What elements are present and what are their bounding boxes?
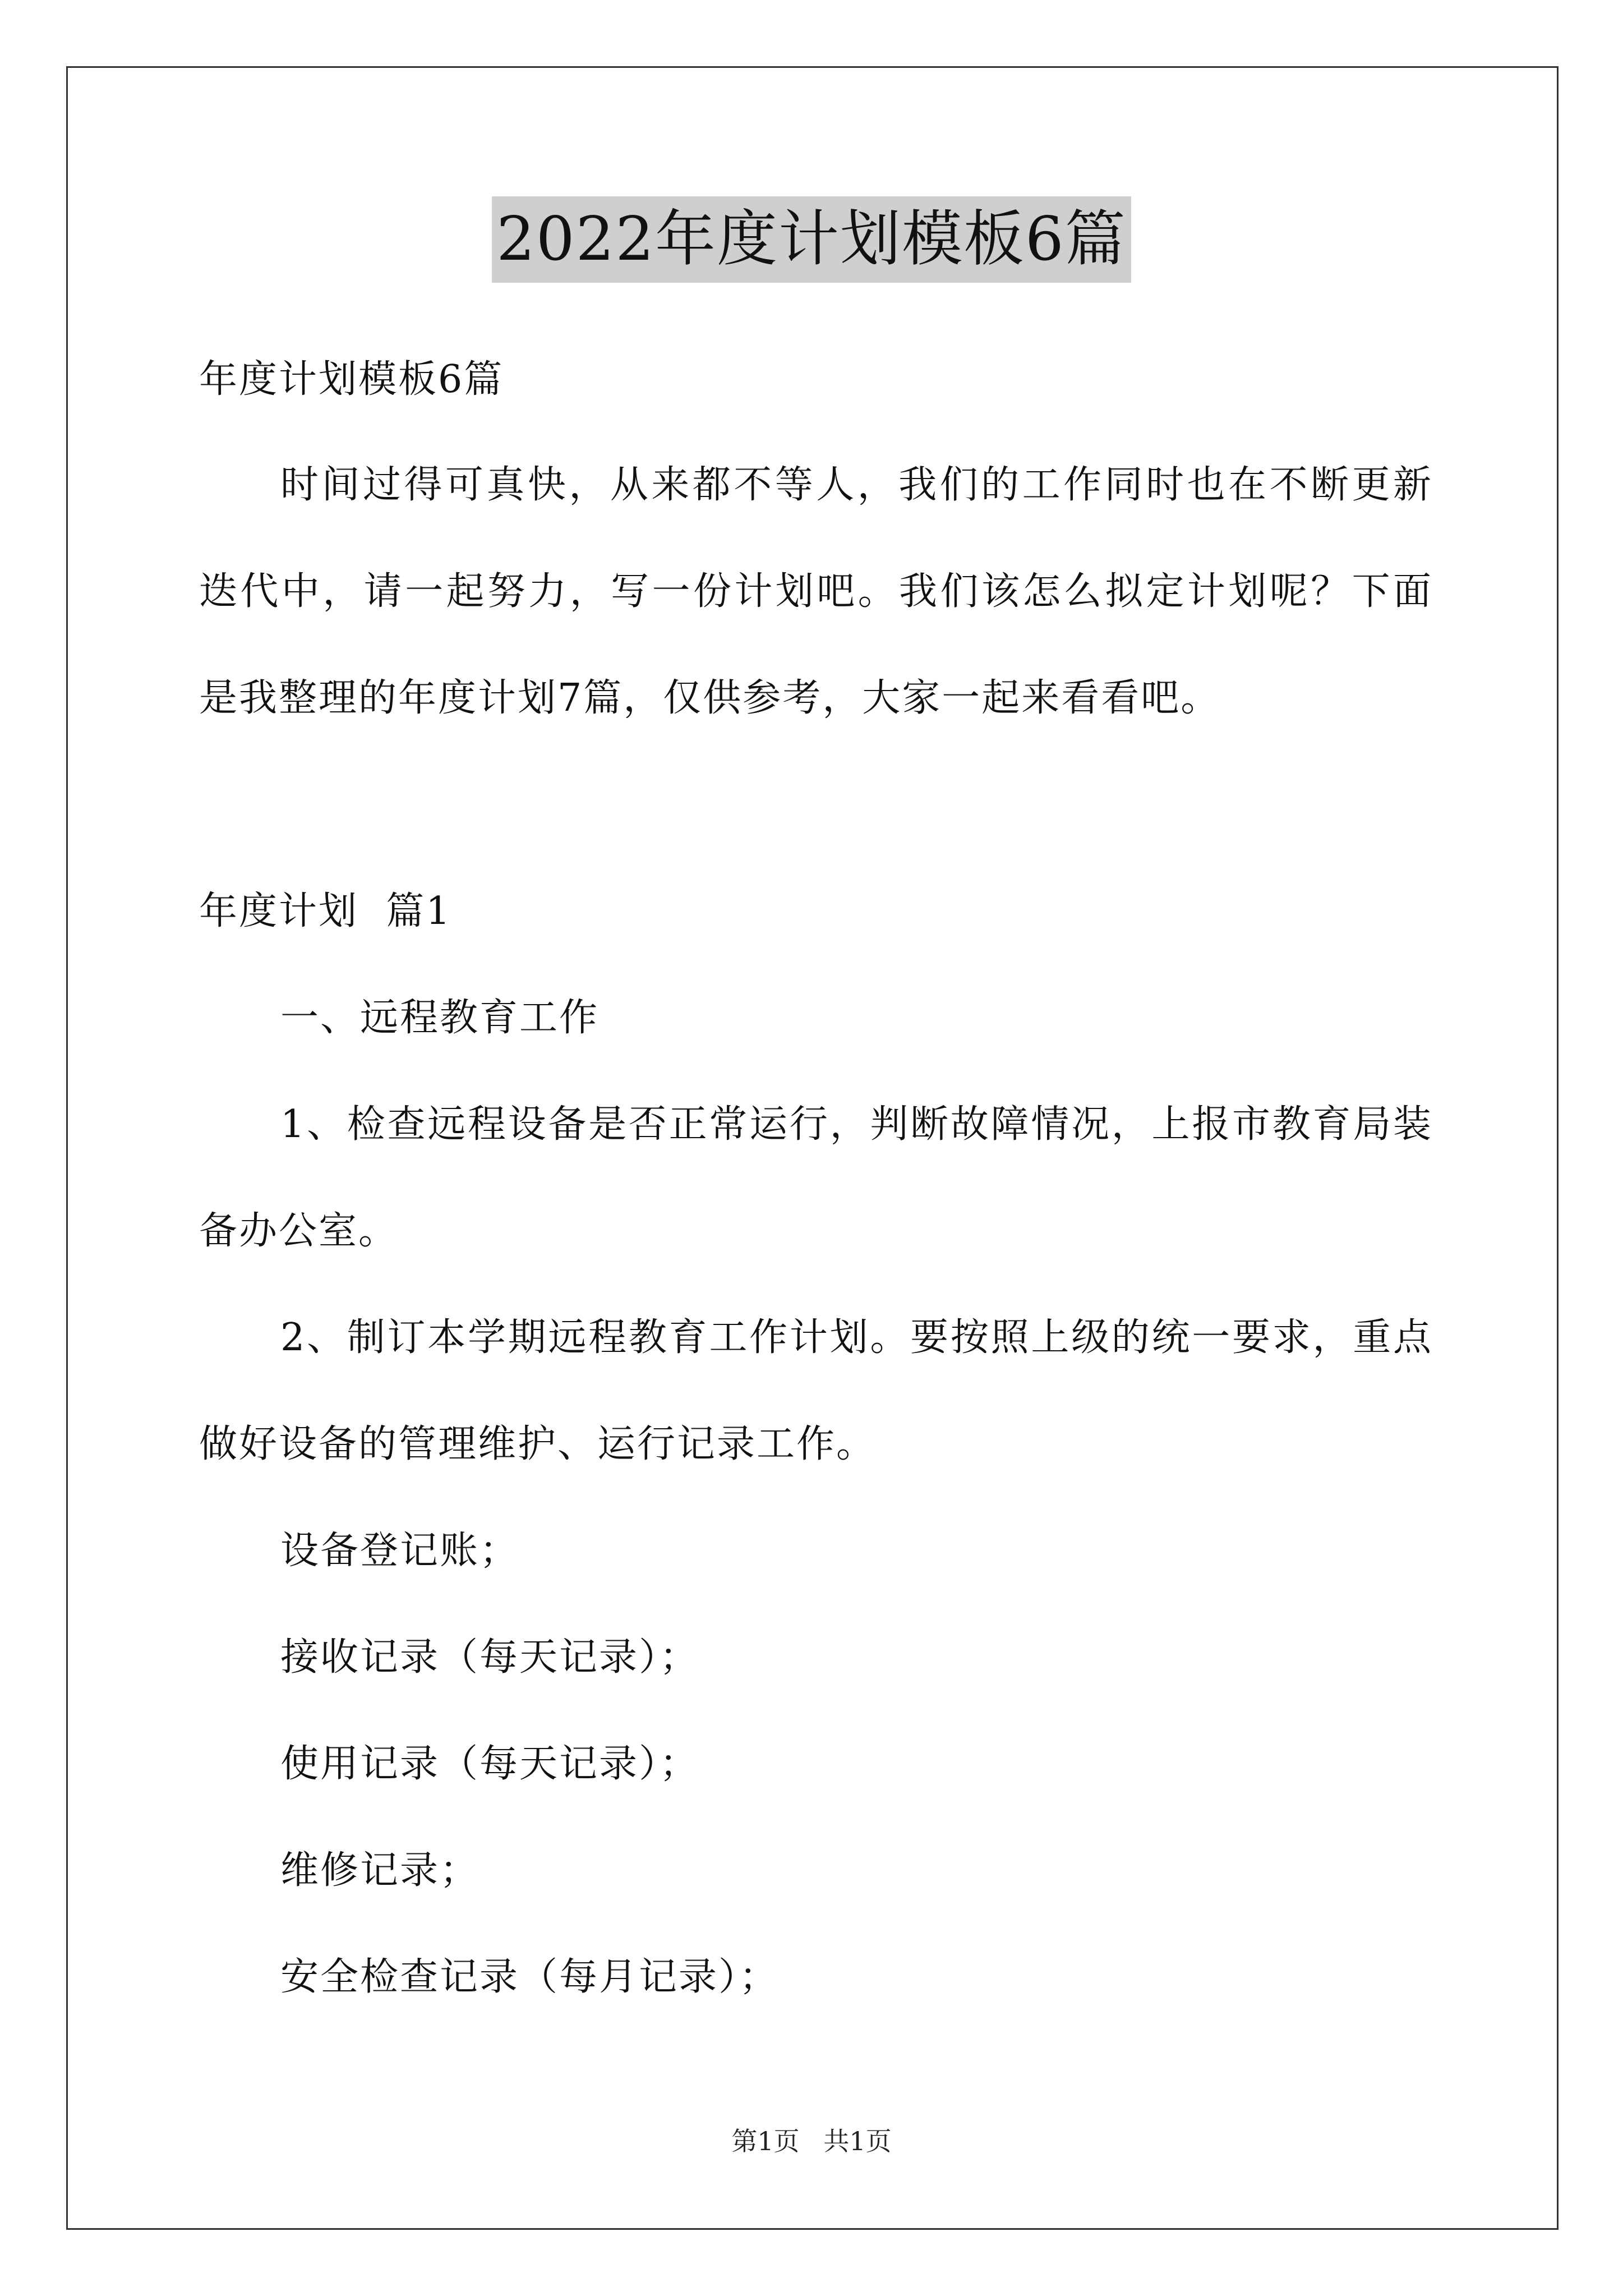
item-2-line-2: 做好设备的管理维护、运行记录工作。: [199, 1422, 877, 1466]
record-item: 安全检查记录（每月记录）；: [280, 1955, 780, 1999]
item-2-line-1: 2、制订本学期远程教育工作计划。要按照上级的统一要求，重点: [280, 1315, 1433, 1360]
intro-line-1: 时间过得可真快，从来都不等人，我们的工作同时也在不断更新: [280, 463, 1433, 507]
part-heading: 一、远程教育工作: [280, 996, 600, 1040]
record-item: 接收记录（每天记录）；: [280, 1635, 700, 1680]
intro-line-2: 迭代中，请一起努力，写一份计划吧。我们该怎么拟定计划呢？下面: [199, 569, 1433, 614]
document-title: 2022年度计划模板6篇: [492, 196, 1131, 283]
page-total: 共1页: [823, 2126, 892, 2156]
record-item: 使用记录（每天记录）；: [280, 1742, 700, 1786]
section-heading: 年度计划 篇1: [199, 889, 452, 933]
record-item: 设备登记账；: [280, 1529, 520, 1573]
intro-line-3: 是我整理的年度计划7篇，仅供参考，大家一起来看看吧。: [199, 676, 1221, 720]
record-item: 维修记录；: [280, 1848, 480, 1893]
item-1-line-2: 备办公室。: [199, 1209, 399, 1253]
title-block: [0, 196, 1623, 283]
subtitle: 年度计划模板6篇: [199, 357, 504, 402]
page-footer: [0, 2124, 1623, 2158]
item-1-line-1: 1、检查远程设备是否正常运行，判断故障情况，上报市教育局装: [280, 1102, 1433, 1147]
page-number: 第1页: [731, 2126, 800, 2156]
